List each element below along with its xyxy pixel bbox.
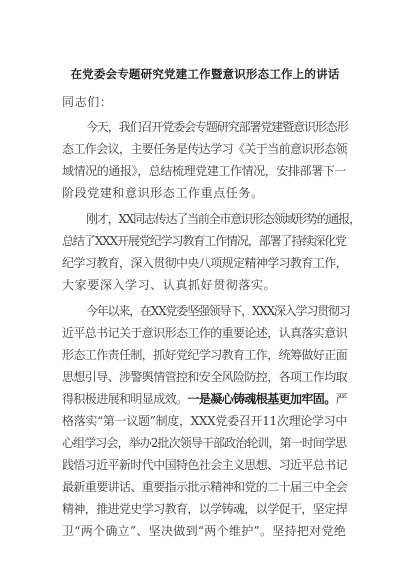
paragraph-3-line-11: 卫“两个确立”、坚决做到“两个维护”。坚持把对党绝 <box>62 524 347 538</box>
paragraph-2-line-2: 总结了XXX开展党纪学习教育工作情况，部署了持续深化党 <box>62 234 346 248</box>
paragraph-2-line-1: 刚才，XX同志传达了当前全市意识形态领域形势的通报， <box>86 212 360 226</box>
paragraph-2-line-4: 大家要深入学习、认真抓好贯彻落实。 <box>62 278 277 292</box>
paragraph-2-line-3: 纪学习教育，深入贯彻中央八项规定精神学习教育工作， <box>62 256 348 270</box>
paragraph-3-line-7: 心组学习会，举办2批次领导干部政治轮训，第一时间学思 <box>62 436 347 450</box>
salutation: 同志们： <box>62 95 113 109</box>
paragraph-3-line-6: 格落实“第一议题”制度，XXX党委召开11次理论学习中 <box>62 414 348 428</box>
paragraph-1-line-1: 今天，我们召开党委会专题研究部署党建暨意识形态形 <box>86 120 348 134</box>
bold-heading-1: 一是凝心铸魂根基更加牢固。 <box>187 392 336 406</box>
paragraph-1-line-2: 态工作会议，主要任务是传达学习《关于当前意识形态领 <box>62 142 348 156</box>
paragraph-3-line-8: 践悟习近平新时代中国特色社会主义思想、习近平总书记 <box>62 458 348 472</box>
paragraph-3-line-2: 近平总书记关于意识形态工作的重要论述，认真落实意识 <box>62 326 348 340</box>
paragraph-3-line-3: 形态工作责任制，抓好党纪学习教育工作，统筹做好正面 <box>62 348 348 362</box>
paragraph-3-line-4: 思想引导、涉警舆情管控和安全风险防控，各项工作均取 <box>62 370 348 384</box>
paragraph-3-line-9: 最新重要讲话、重要指示批示精神和党的二十届三中全会 <box>62 480 348 494</box>
paragraph-3-line-5-text: 得积极进展和明显成效。 <box>62 392 188 406</box>
paragraph-3-line-5 <box>62 392 347 406</box>
paragraph-1-line-3: 域情况的通报》，总结梳理党建工作情况，安排部署下一 <box>62 164 347 178</box>
document-title: 在党委会专题研究党建工作暨意识形态工作上的讲话 <box>70 67 340 81</box>
paragraph-3-line-1: 今年以来，在XX党委坚强领导下，XXX深入学习贯彻习 <box>86 304 350 318</box>
paragraph-3-line-10: 精神，推进党史学习教育，以学铸魂，以学促干，坚定捍 <box>62 502 348 516</box>
paragraph-1-line-4: 阶段党建和意识形态工作重点任务。 <box>62 186 264 200</box>
paragraph-3-line-5-tail: 严 <box>335 392 348 406</box>
